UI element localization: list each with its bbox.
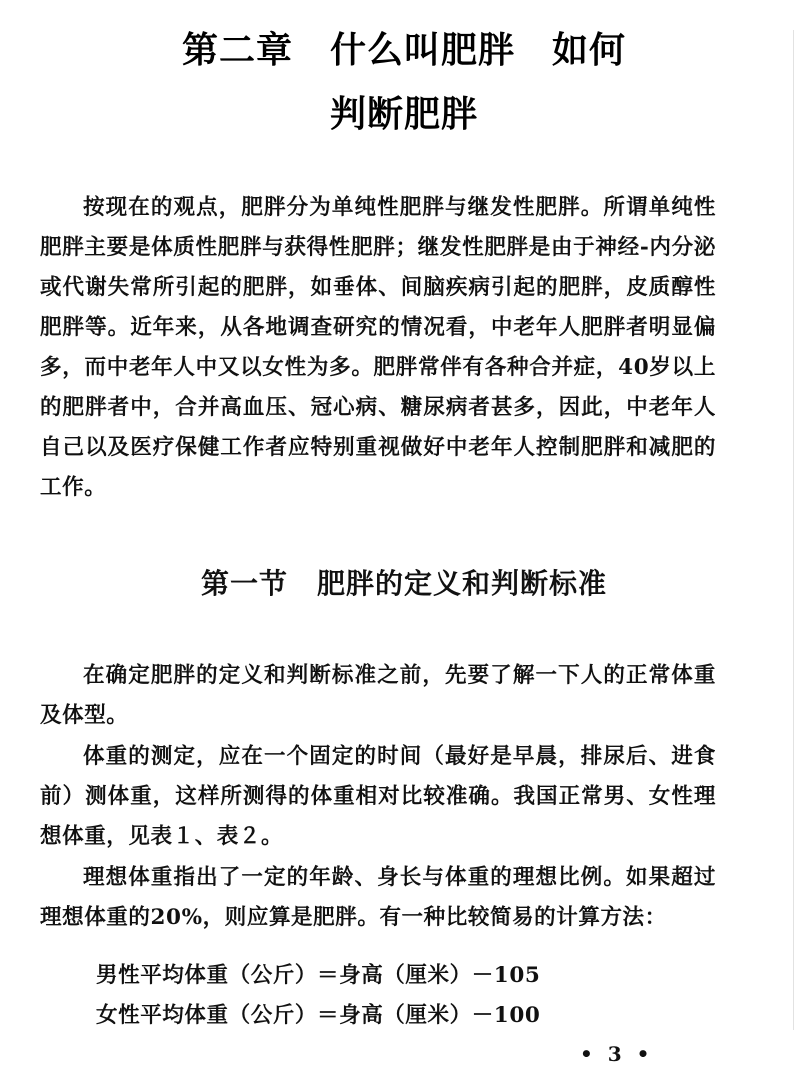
- scan-edge-line: [790, 30, 794, 1030]
- intro-paragraph: 按现在的观点，肥胖分为单纯性肥胖与继发性肥胖。所谓单纯性肥胖主要是体质性肥胖与获得性肥胖；继发性肥胖是由于神经-内分泌或代谢失常所引起的肥胖，如垂体、间脑疾病引起的肥胖，皮质醇性肥胖等。近年来，从各地调查研究的情况看，中老年人肥胖者明显偏多，而中老年人中又以女性为多。肥胖常伴有各种合并症，40岁以上的肥胖者中，合并高血压、冠心病、糖尿病者甚多，因此，中老年人自己以及医疗保健工作者应特别重视做好中老年人控制肥胖和减肥的工作。: [40, 194, 716, 500]
- body-paragraph-1: 在确定肥胖的定义和判断标准之前，先要了解一下人的正常体重及体型。: [40, 662, 716, 728]
- formula-male-weight: 男性平均体重（公斤）＝身高（厘米）－105: [96, 963, 541, 988]
- page-number: • 3 •: [580, 1042, 654, 1066]
- chapter-title-line-1: 第二章 什么叫肥胖 如何: [181, 30, 626, 71]
- chapter-title-line-2: 判断肥胖: [329, 94, 478, 135]
- body-paragraph-2: 体重的测定，应在一个固定的时间（最好是早晨，排尿后、进食前）测体重，这样所测得的体重相对比较准确。我国正常男、女性理想体重，见表１、表２。: [40, 743, 716, 849]
- body-paragraph-3: 理想体重指出了一定的年龄、身长与体重的理想比例。如果超过理想体重的20%，则应算是肥胖。有一种比较简易的计算方法：: [40, 864, 716, 930]
- formula-female-weight: 女性平均体重（公斤）＝身高（厘米）－100: [96, 1003, 541, 1028]
- section-title: 第一节 肥胖的定义和判断标准: [200, 567, 607, 600]
